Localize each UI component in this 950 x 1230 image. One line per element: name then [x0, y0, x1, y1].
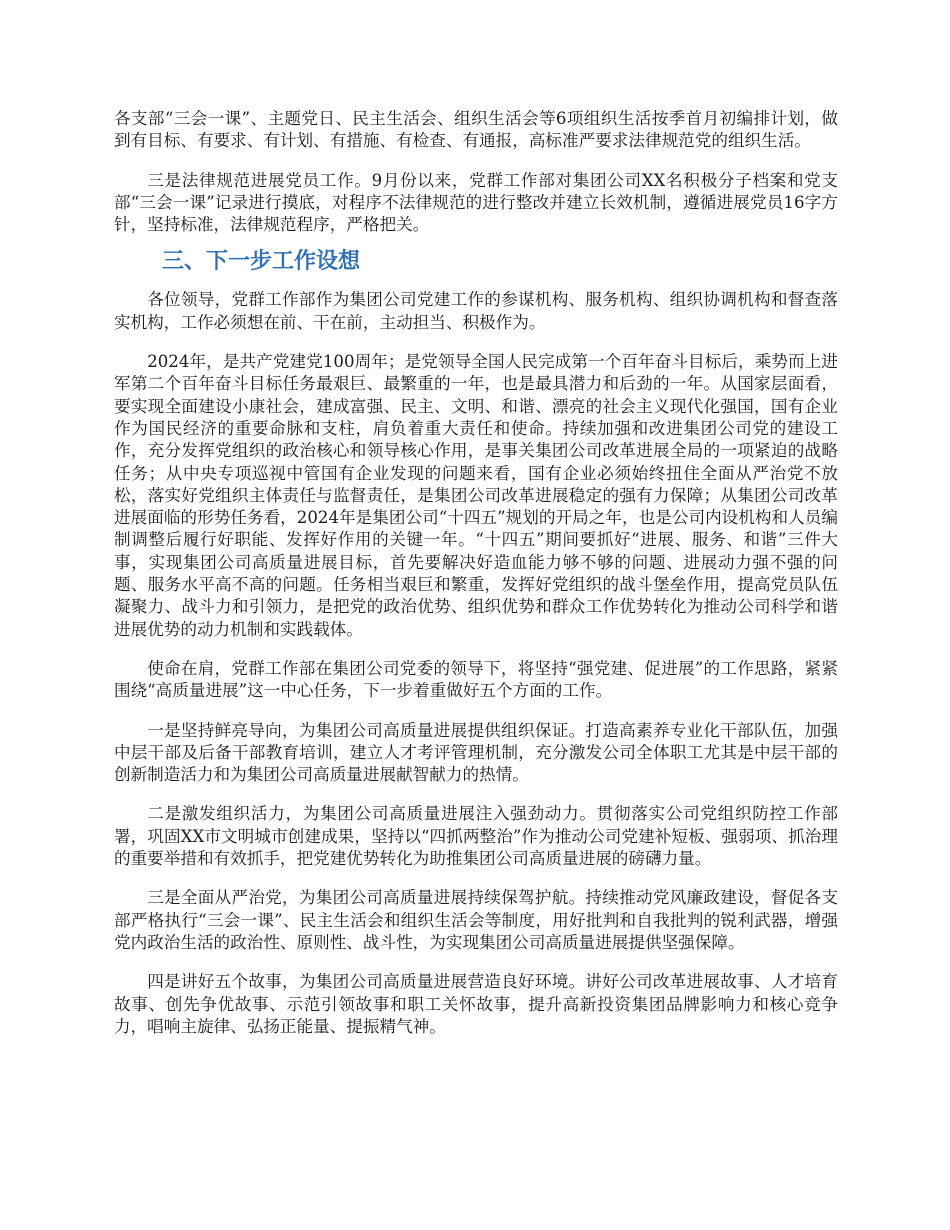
paragraph-intro: 各位领导，党群工作部作为集团公司党建工作的参谋机构、服务机构、组织协调机构和督查落实机构，工作必须想在前、干在前，主动担当、积极作为。	[114, 290, 838, 332]
paragraph-point-two: 二是激发组织活力，为集团公司高质量进展注入强劲动力。贯彻落实公司党组织防控工作部署，巩固XX市文明城市创建成果，坚持以“四抓两整治”作为推动公司党建补短板、强弱项、抓治理的重要举措和有效抓手，把党建优势转化为助推集团公司高质量进展的磅礴力量。	[114, 804, 838, 869]
paragraph-continuation: 各支部“三会一课”、主题党日、民主生活会、组织生活会等6项组织生活按季首月初编排计划，做到有目标、有要求、有计划、有措施、有检查、有通报，高标准严要求法律规范党的组织生活。	[114, 109, 838, 151]
paragraph-point-one: 一是坚持鲜亮导向，为集团公司高质量进展提供组织保证。打造高素养专业化干部队伍，加强中层干部及后备干部教育培训，建立人才考评管理机制，充分激发公司全体职工尤其是中层干部的创新制造活力和为集团公司高质量进展献智献力的热情。	[114, 720, 838, 785]
section-heading: 三、下一步工作设想	[162, 249, 361, 275]
paragraph-point-four: 四是讲好五个故事，为集团公司高质量进展营造良好环境。讲好公司改革进展故事、人才培育故事、创先争优故事、示范引领故事和职工关怀故事，提升高新投资集团品牌影响力和核心竞争力，唱响主旋律、弘扬正能量、提振精气神。	[114, 972, 838, 1036]
paragraph-point-three: 三是全面从严治党，为集团公司高质量进展持续保驾护航。持续推动党风廉政建设，督促各支部严格执行“三会一课”、民主生活会和组织生活会等制度，用好批判和自我批判的锐利武器，增强党内政治生活的政治性、原则性、战斗性，为实现集团公司高质量进展提供坚强保障。	[114, 888, 838, 952]
paragraph-2024-context: 2024年，是共产党建党100周年；是党领导全国人民完成第一个百年奋斗目标后，乘势而上进军第二个百年奋斗目标任务最艰巨、最繁重的一年，也是最具潜力和后劲的一年。从国家层面看，要实现全面建设小康社会，建成富强、民主、文明、和谐、漂亮的社会主义现代化强国，国有企业作为国民经济的重要命脉和支柱，肩负着重大责任和使命。持续加强和改进集团公司党的建设工作，充分发挥党组织的政治核心和领导核心作用，是事关集团公司改革进展全局的一项紧迫的战略任务；从中央专项巡视中管国有企业发现的问题来看，国有企业必须始终扭住全面从严治党不放松，落实好党组织主体责任与监督责任，是集团公司改革进展稳定的强有力保障；从集团公司改革进展面临的形势任务看，2024年是集团公司“十四五”规划的开局之年，也是公司内设机构和人员编制调整后履行好职能、发挥好作用的关键一年。“十四五”期间要抓好“进展、服务、和谐”三件大事，实现集团公司高质量进展目标，首先要解决好造血能力够不够的问题、进展动力强不强的问题、服务水平高不高的问题。任务相当艰巨和繁重，发挥好党组织的战斗堡垒作用，提高党员队伍凝聚力、战斗力和引领力，是把党的政治优势、组织优势和群众工作优势转化为推动公司科学和谐进展优势的动力机制和实践载体。	[114, 352, 838, 639]
paragraph-mission: 使命在肩，党群工作部在集团公司党委的领导下，将坚持“强党建、促进展”的工作思路，紧紧围绕“高质量进展”这一中心任务，下一步着重做好五个方面的工作。	[114, 658, 838, 701]
paragraph-party-member-development: 三是法律规范进展党员工作。9月份以来，党群工作部对集团公司XX名积极分子档案和党支部“三会一课”记录进行摸底，对程序不法律规范的进行整改并建立长效机制，遵循进展党员16字方针，坚持标准，法律规范程序，严格把关。	[114, 170, 838, 235]
